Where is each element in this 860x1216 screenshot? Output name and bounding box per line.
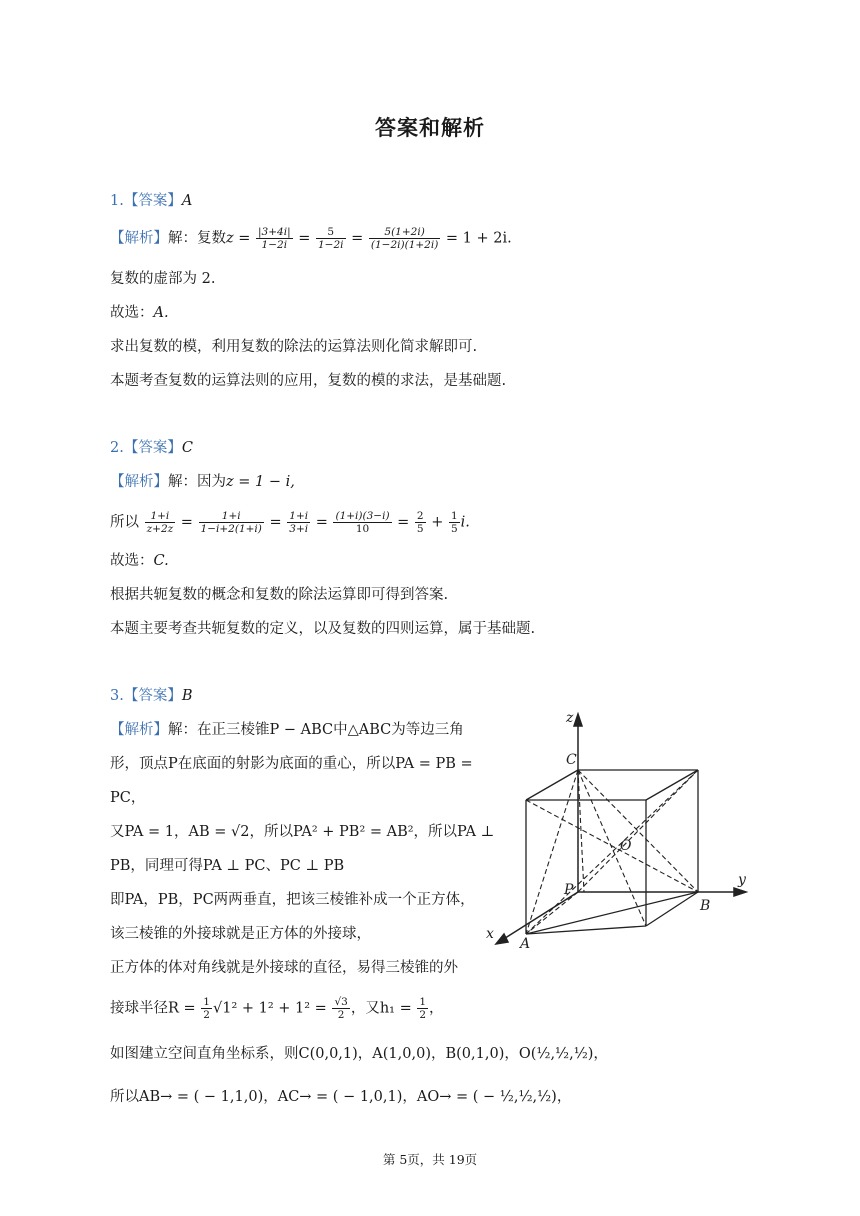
label-P: P bbox=[564, 882, 574, 898]
q3-frac-3: $\frac{1}{2}$ bbox=[419, 996, 427, 1021]
label-z: z bbox=[566, 710, 574, 726]
q3-answer-line bbox=[110, 686, 193, 706]
label-B: B bbox=[700, 898, 711, 914]
page-title: 答案和解析 bbox=[375, 116, 485, 140]
q1-l1-pre: 解：复数 bbox=[168, 230, 226, 247]
q1-frac-2: $\frac{5}{1-2i}$ bbox=[317, 226, 344, 251]
q1-answer-line bbox=[110, 191, 192, 211]
q2-line-5: 本题主要考查共轭复数的定义，以及复数的四则运算，属于基础题. bbox=[110, 621, 536, 637]
q3-line-11: 所以AB→ = ( − 1,1,0)，AC→ = ( − 1,0,1)，AO→ = ( − ½,½,½)， bbox=[110, 1089, 572, 1105]
q1-line-5: 本题考查复数的运算法则的应用，复数的模的求法，是基础题. bbox=[110, 373, 507, 389]
q3-line-4: 又PA = 1，AB = √2，所以PA² + PB² = AB²，所以PA ⊥ bbox=[110, 824, 495, 840]
cube-coordinate-figure bbox=[480, 706, 780, 952]
q1-line-4: 求出复数的模，利用复数的除法的运算法则化简求解即可. bbox=[110, 339, 478, 355]
q2-frac-1: $\frac{1+i}{z+2z}$ bbox=[146, 510, 174, 535]
q1-line-2: 复数的虚部为 2. bbox=[110, 271, 216, 287]
label-A: A bbox=[520, 936, 531, 952]
q2-frac-3: $\frac{1+i}{3+i}$ bbox=[289, 510, 309, 535]
q2-line-3: 故选：C. bbox=[110, 553, 169, 569]
q3-line-10: 如图建立空间直角坐标系，则C(0,0,1)，A(1,0,0)，B(0,1,0)，O(½,½,½)， bbox=[110, 1046, 608, 1062]
label-x: x bbox=[486, 926, 494, 942]
q1-l1-end: = 1 + 2i. bbox=[445, 230, 512, 247]
q3-frac-2: $\frac{√3}{2}$ bbox=[334, 996, 348, 1021]
label-y: y bbox=[738, 872, 746, 888]
q2-frac-6: $\frac{1}{5}$ bbox=[450, 510, 458, 535]
q3-line-7: 该三棱锥的外接球就是正方体的外接球， bbox=[110, 926, 371, 942]
label-O: O bbox=[620, 838, 632, 854]
q1-frac-3: $\frac{5(1+2i)}{(1-2i)(1+2i)}$ bbox=[370, 226, 439, 251]
q2-answer-head: 2.【答案】 bbox=[110, 440, 182, 456]
q2-line-2: 所以 $\frac{1+i}{z+2z}$ = $\frac{1+i}{1-i+2(1+i)}$ = $\frac{1+i}{3+i}$ = $\frac{(1+i)(3-i)}{10}$ = $\frac{2}{5}$ + $\frac{1}{5}$ i. bbox=[110, 510, 470, 535]
q1-frac-1: $\frac{|3+4i|}{1-2i}$ bbox=[258, 226, 291, 251]
q1-line-3: 故选：A. bbox=[110, 305, 169, 321]
q3-line-1: 【解析】解：在正三棱锥P − ABC中△ABC为等边三角 bbox=[110, 722, 464, 738]
q3-frac-1: $\frac{1}{2}$ bbox=[203, 996, 210, 1021]
q3-line-2: 形，顶点P在底面的射影为底面的重心，所以PA = PB = bbox=[110, 756, 473, 772]
q3-line-5: PB，同理可得PA ⊥ PC、PC ⊥ PB bbox=[110, 858, 345, 874]
q3-line-8: 正方体的体对角线就是外接球的直径，易得三棱锥的外 bbox=[110, 960, 458, 976]
q2-frac-2: $\frac{1+i}{1-i+2(1+i)}$ bbox=[200, 510, 262, 535]
q2-line-1: 【解析】解：因为z = 1 − i, bbox=[110, 474, 295, 490]
q3-answer: B bbox=[181, 688, 193, 704]
q3-answer-head: 3.【答案】 bbox=[110, 688, 182, 704]
q2-frac-5: $\frac{2}{5}$ bbox=[416, 510, 424, 535]
q2-line-4: 根据共轭复数的概念和复数的除法运算即可得到答案. bbox=[110, 587, 449, 603]
q3-line-3: PC， bbox=[110, 790, 146, 806]
q2-frac-4: $\frac{(1+i)(3-i)}{10}$ bbox=[335, 510, 390, 535]
label-C: C bbox=[566, 752, 577, 768]
page-footer: 第 5页，共 19页 bbox=[382, 1152, 478, 1167]
q1-answer: A bbox=[181, 193, 193, 209]
q2-answer-line bbox=[110, 438, 193, 458]
q1-tag: 【解析】 bbox=[110, 230, 168, 247]
q1-solution-line: 【解析】解：复数z = $\frac{|3+4i|}{1-2i}$ = $\frac{5}{1-2i}$ = $\frac{5(1+2i)}{(1-2i)(1+2i)}$ = 1 + 2i. bbox=[110, 226, 512, 251]
q1-z: z = bbox=[226, 230, 251, 247]
q1-answer-head: 1.【答案】 bbox=[110, 193, 182, 209]
q2-answer: C bbox=[181, 440, 193, 456]
q3-line-9: 接球半径R = $\frac{1}{2}$ √1² + 1² + 1² = $\frac{√3}{2}$ ，又h₁ = $\frac{1}{2}$ ， bbox=[110, 996, 444, 1021]
q3-line-6: 即PA，PB，PC两两垂直，把该三棱锥补成一个正方体， bbox=[110, 892, 475, 908]
